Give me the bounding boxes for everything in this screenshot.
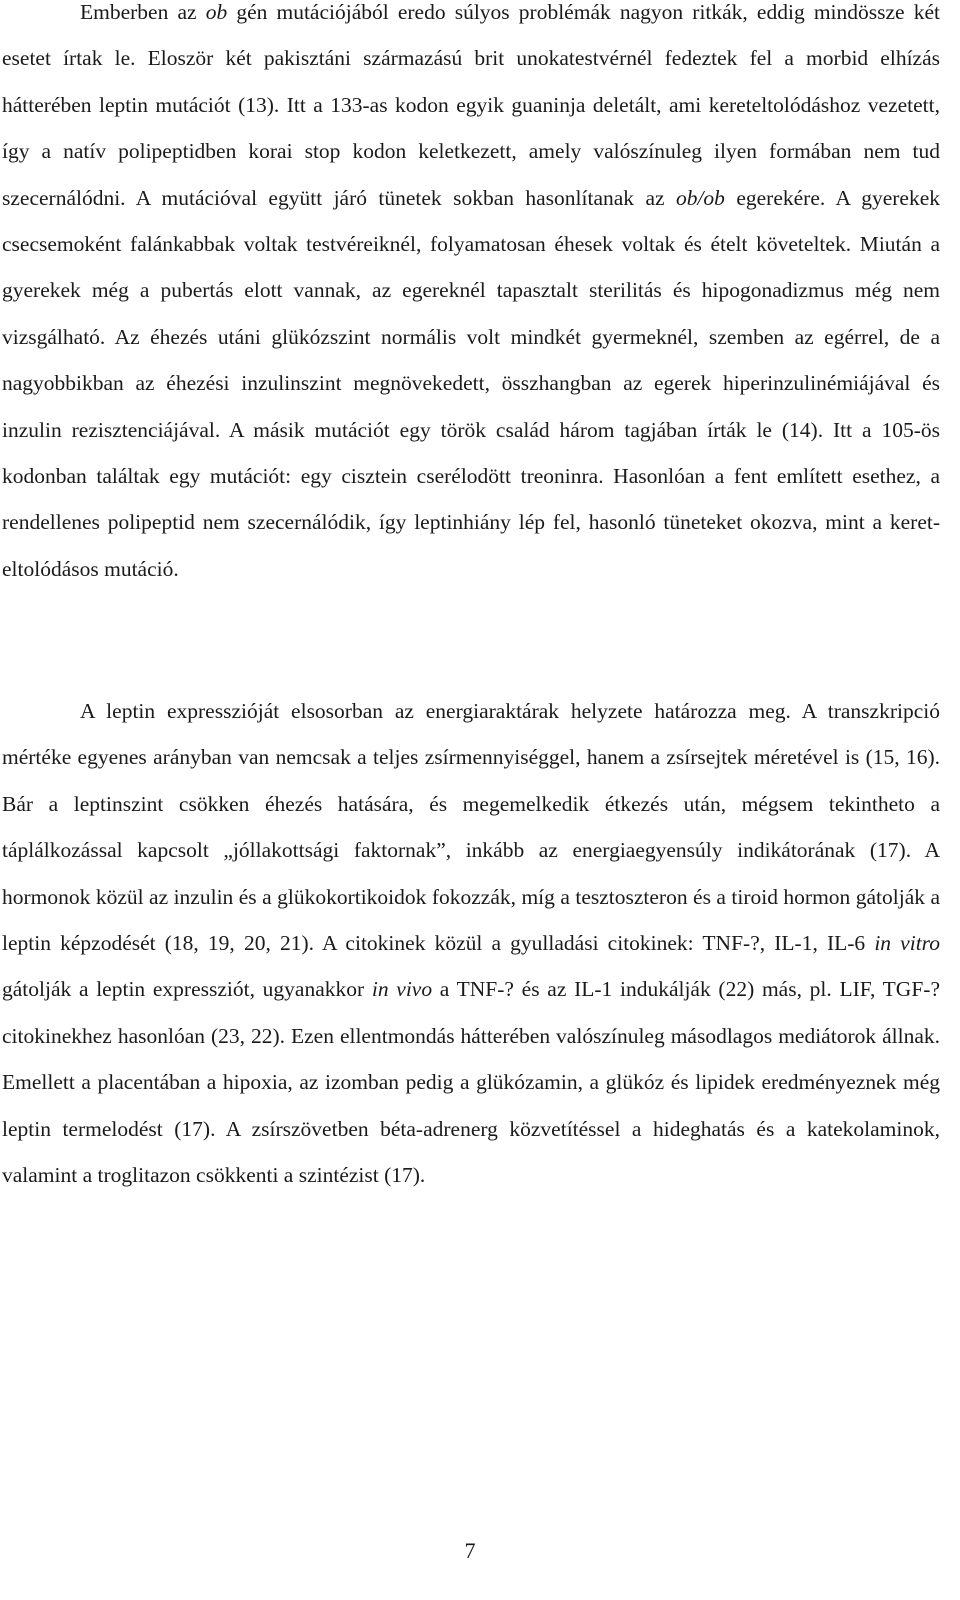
text-run: egerekére. A gyerekek csecsemoként falánkabbak voltak testvéreiknél, folyamatosan éhesek voltak és ételt követeltek. Miután a gyerekek még a pubertás elott vannak, az egereknél tapasztalt sterilitás és hipogonadizmus még nem vizsgálható. Az éhezés utáni glükózszint normális volt mindkét gyermeknél, szemben az egérrel, de a nagyobbikban az éhezési inzulinszint megnövekedett, összhangban az egerek hiperinzulinémiájával és inzulin rezisztenciájával. A másik mutációt egy török család három tagjában írták le (14). Itt a 105-ös kodonban találtak egy mutációt: egy cisztein cserélodött treoninra. Hasonlóan a fent említett esethez, a rendellenes polipeptid nem szecernálódik, így leptinhiány lép fel, hasonló tüneteket okozva, mint a keret-eltolódásos mutáció.: [2, 185, 940, 581]
text-run: a TNF-? és az IL-1 indukálják (22) más, pl. LIF, TGF-? citokinekhez hasonlóan (23, 22). Ezen ellentmondás hátterében valószínuleg másodlagos mediátorok állnak. Emellett a placentában a hipoxia, az izomban pedig a glükózamin, a glükóz és lipidek eredményeznek még leptin termelodést (17). A zsírszövetben béta-adrenerg közvetítéssel a hideghatás és a katekolaminok, valamint a troglitazon csökkenti a szintézist (17).: [2, 977, 940, 1188]
text-run: A leptin expresszióját elsosorban az energiaraktárak helyzete határozza meg. A transzkripció mértéke egyenes arányban van nemcsak a teljes zsírmennyiséggel, hanem a zsírsejtek méretével is (15, 16). Bár a leptinszint csökken éhezés hatására, és megemelkedik étkezés után, mégsem tekintheto a táplálkozással kapcsolt „jóllakottsági faktornak”, inkább az energiaegyensúly indikátorának (17). A hormonok közül az inzulin és a glükokortikoidok fokozzák, míg a tesztoszteron és a tiroid hormon gátolják a leptin képzodését (18, 19, 20, 21). A citokinek közül a gyulladási citokinek: TNF-?, IL-1, IL-6: [2, 699, 940, 956]
italic-term: in vivo: [371, 977, 433, 1002]
text-run: gén mutációjából eredo súlyos problémák nagyon ritkák, eddig mindössze két esetet írtak le. Eloször két pakisztáni származású brit unokatestvérnél fedeztek fel a morbid elhízás hátterében leptin mutációt (13). Itt a 133-as kodon egyik guaninja deletált, ami kereteltolódáshoz vezetett, így a natív polipeptidben korai stop kodon keletkezett, amely valószínuleg ilyen formában nem tud szecernálódni. A mutációval együtt járó tünetek sokban hasonlítanak az: [2, 0, 940, 210]
italic-gene-name: ob: [205, 0, 228, 24]
page-number: 7: [464, 1538, 476, 1563]
italic-gene-name: ob/ob: [675, 185, 725, 210]
text-run: gátolják a leptin expressziót, ugyanakkor: [2, 977, 372, 1002]
body-paragraph-2: [2, 688, 940, 1198]
text-run: Emberben az: [80, 0, 206, 24]
body-paragraph-1: [2, 0, 940, 592]
italic-term: in vitro: [874, 931, 940, 956]
